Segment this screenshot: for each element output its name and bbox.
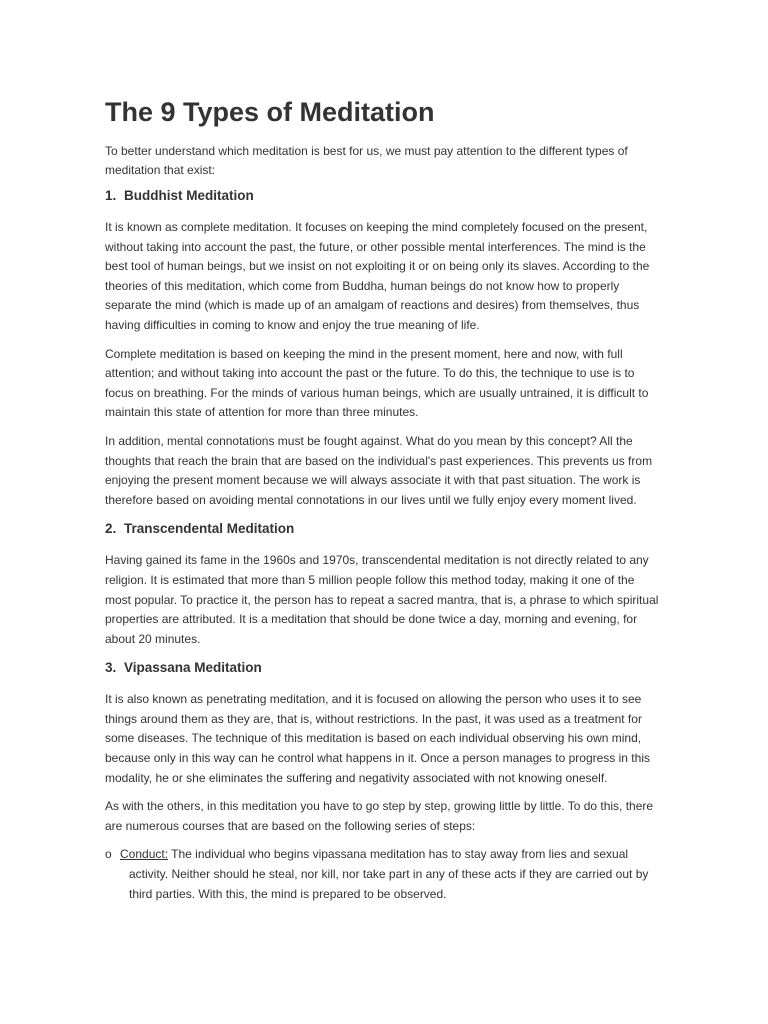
paragraph: It is also known as penetrating meditation, and it is focused on allowing the person who uses it to see things around them as they are, that is, without restrictions. In the past, it was used as a treatment for some diseases. The technique of this meditation is based on each individual observing his own mind, because only in this way can he control what happens in it. Once a person manages to progress in this modality, he or she eliminates the suffering and negativity associated with not knowing oneself.	[105, 692, 650, 785]
section-heading-transcendental	[105, 519, 661, 539]
bullet-marker: o	[105, 847, 112, 862]
page-title: The 9 Types of Meditation	[105, 97, 435, 127]
list-item	[105, 845, 661, 904]
section-heading-vipassana	[105, 658, 661, 678]
section-heading-buddhist	[105, 186, 661, 206]
section-number: 3.	[105, 660, 117, 676]
section-title: Buddhist Meditation	[124, 188, 254, 203]
intro-paragraph: To better understand which meditation is best for us, we must pay attention to the different types of meditation that exist:	[105, 144, 628, 177]
paragraph: Complete meditation is based on keeping the mind in the present moment, here and now, with full attention; and without taking into account the past or the future. To do this, the technique to use is to focus on breathing. For the minds of various human beings, which are usually untrained, it is difficult to maintain this state of attention for more than three minutes.	[105, 346, 649, 420]
section-number: 1.	[105, 188, 117, 203]
section-title: Transcendental Meditation	[124, 521, 295, 537]
paragraph: Having gained its fame in the 1960s and 1970s, transcendental meditation is not directly related to any religion. It is estimated that more than 5 million people follow this method today, making it one of the most popular. To practice it, the person has to repeat a sacred mantra, that is, a phrase to which spiritual properties are attributed. It is a meditation that should be done twice a day, morning and evening, for about 20 minutes.	[105, 553, 659, 646]
paragraph: In addition, mental connotations must be fought against. What do you mean by this concept? All the thoughts that reach the brain that are based on the individual's past experiences. This prevents us from enjoying the present moment because we will always associate it with that past situation. The work is therefore based on avoiding mental connotations in our lives until we fully enjoy every moment lived.	[105, 433, 653, 507]
document-page	[105, 94, 661, 904]
paragraph: It is known as complete meditation. It focuses on keeping the mind completely focused on the present, without taking into account the past, the future, or other possible mental interferences. The mind is the best tool of human beings, but we insist on not exploiting it or on being only its slaves. According to the theories of this meditation, which come from Buddha, human beings do not know how to properly separate the mind (which is made up of an amalgam of reactions and desires) from themselves, thus having difficulties in coming to know and enjoy the true meaning of life.	[105, 220, 650, 332]
bullet-term: Conduct:	[120, 847, 169, 862]
bullet-text: The individual who begins vipassana meditation has to stay away from lies and sexual activity. Neither should he steal, nor kill, nor take part in any of these acts if they are carried out by third parties. With this, the mind is prepared to be observed.	[129, 847, 649, 901]
section-title: Vipassana Meditation	[124, 660, 262, 676]
paragraph: As with the others, in this meditation you have to go step by step, growing little by little. To do this, there are numerous courses that are based on the following series of steps:	[105, 799, 654, 833]
section-number: 2.	[105, 521, 117, 537]
